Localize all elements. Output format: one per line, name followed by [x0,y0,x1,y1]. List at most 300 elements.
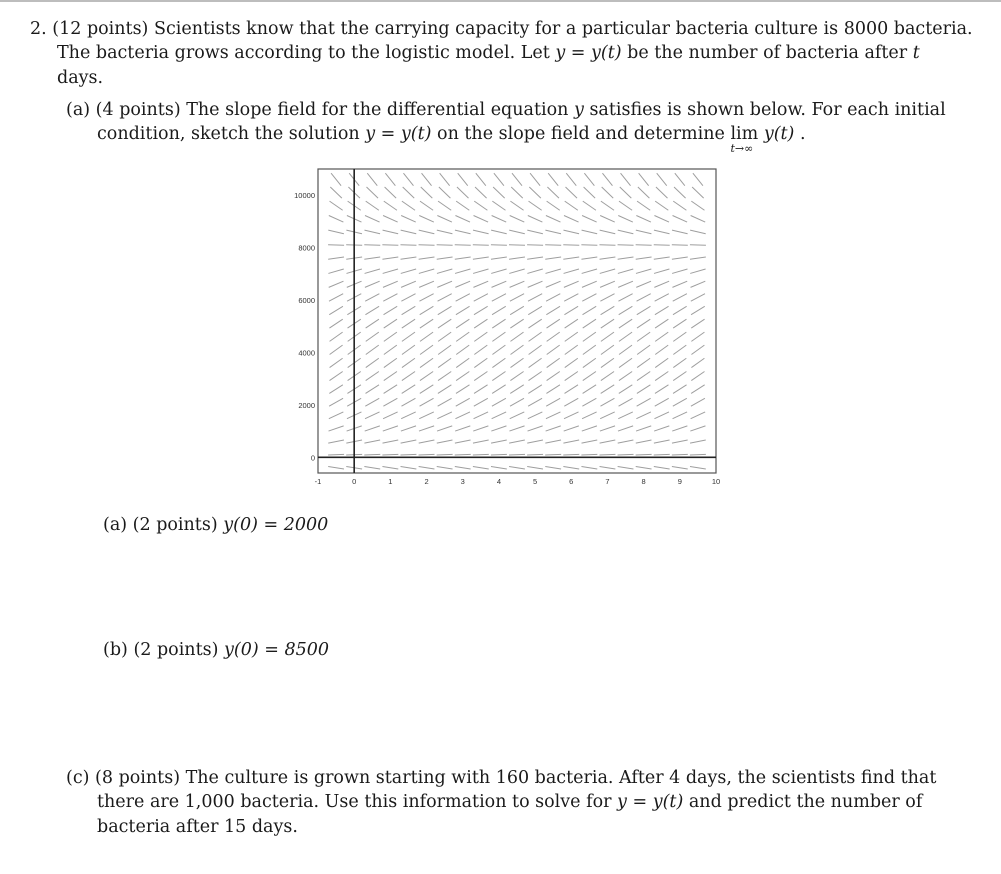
limit-operator [730,122,759,155]
slope-mark [636,440,652,443]
slope-mark [437,440,453,443]
slope-mark [491,230,507,234]
slope-mark [548,173,558,185]
slope-mark [367,187,379,198]
slope-mark [474,215,489,222]
slope-mark [528,398,542,406]
limit-word: lim [730,124,759,144]
slope-mark [455,467,471,469]
slope-mark [401,398,415,406]
slope-mark [330,358,343,367]
slope-mark [656,187,668,198]
slope-mark [637,306,651,314]
slope-mark [455,281,470,287]
slope-mark [691,372,704,381]
slope-mark [438,372,451,381]
part-c-points: (8 points) [95,768,181,788]
x-tick-label: 10 [711,477,721,486]
slope-mark [383,215,398,222]
sub-a-label: (a) [103,515,128,535]
slope-mark [474,412,489,419]
slope-mark [655,385,669,394]
slope-mark [365,269,380,273]
slope-mark [601,385,615,394]
slope-mark [655,332,668,341]
slope-mark [636,412,651,419]
slope-mark [636,230,652,234]
slope-mark [474,294,488,301]
slope-mark [582,398,596,406]
slope-mark [419,257,435,259]
slope-mark [637,319,650,328]
slope-mark [583,201,596,210]
slope-mark [657,173,667,185]
slope-mark [365,398,379,406]
slope-mark [547,358,560,367]
slope-mark [691,412,706,419]
part-a-var: y [573,100,584,120]
slope-mark [382,467,398,469]
slope-mark [673,201,686,210]
slope-mark [492,215,507,222]
y-tick-label: 10000 [294,191,315,201]
slope-mark [637,358,650,367]
problem-intro-text-2b: be the number of bacteria after [627,43,908,63]
slope-mark [582,294,596,301]
slope-mark [491,245,507,246]
part-c-text-2a: there are 1,000 bacteria. Use this information to solve for [97,792,612,812]
slope-mark [545,245,561,246]
x-tick-label: 5 [533,477,538,486]
slope-mark [421,187,433,198]
slope-mark [492,372,505,381]
slope-mark [510,319,523,328]
slope-mark [473,230,489,234]
slope-mark [509,467,525,469]
slope-mark [438,398,452,406]
slope-mark [329,281,344,287]
slope-mark [654,230,670,234]
slope-mark [383,426,398,431]
slope-mark [420,385,434,394]
slope-mark [619,398,633,406]
slope-mark [620,187,632,198]
slope-mark [420,201,433,210]
slope-mark [618,281,633,287]
slope-mark [601,306,615,314]
x-tick-label: 6 [569,477,574,486]
slope-mark [672,454,688,455]
slope-mark [365,426,380,431]
slope-mark [366,358,379,367]
slope-mark [438,345,451,354]
slope-mark [672,269,687,273]
slope-mark [563,230,579,234]
slope-mark [582,215,597,222]
slope-mark [492,319,505,328]
y-tick-label: 6000 [298,296,315,306]
slope-mark [494,173,504,185]
slope-mark [402,385,416,394]
slope-mark [365,412,380,419]
slope-mark [437,454,453,455]
slope-mark [583,358,596,367]
slope-mark [546,294,560,301]
problem-intro-line-1 [30,17,973,42]
slope-mark [491,454,507,455]
slope-mark [330,187,342,198]
slope-mark [329,294,343,301]
slope-mark [492,281,507,287]
slope-mark [491,440,507,443]
slope-mark [600,398,614,406]
slope-mark [382,245,398,246]
slope-mark [601,372,614,381]
slope-mark [637,345,650,354]
slope-mark [420,398,434,406]
slope-mark [330,201,343,210]
slope-mark [690,245,706,246]
slope-mark [693,173,703,185]
slope-mark [545,440,561,443]
slope-mark [329,412,344,419]
slope-mark [491,269,506,273]
slope-mark [636,269,651,273]
slope-mark [437,215,452,222]
slope-mark [474,345,487,354]
slope-mark [365,281,380,287]
slope-mark [529,201,542,210]
slope-mark [492,385,506,394]
slope-mark [528,306,542,314]
slope-mark [618,257,634,259]
slope-mark [419,426,434,431]
part-a-expr: y = y(t) [365,124,432,144]
slope-mark [437,467,453,469]
slope-mark [654,440,670,443]
slope-mark [566,187,578,198]
slope-mark [564,269,579,273]
slope-mark [582,281,597,287]
slope-mark [328,454,344,455]
slope-mark [329,372,342,381]
slope-mark [672,245,688,246]
chart-axes [318,169,716,473]
slope-mark [529,187,541,198]
slope-mark [546,215,561,222]
slope-mark [619,306,633,314]
slope-mark [384,372,397,381]
slope-mark [655,319,668,328]
slope-mark [637,372,650,381]
slope-mark [619,332,632,341]
slope-mark [382,454,398,455]
slope-mark [527,257,543,259]
slope-mark [545,257,561,259]
sub-b-line [103,638,329,663]
slope-mark [510,215,525,222]
slope-mark [563,454,579,455]
part-a-label: (a) [66,100,91,120]
slope-mark [401,294,415,301]
slope-mark [420,358,433,367]
slope-mark [600,440,616,443]
slope-mark [492,412,507,419]
slope-mark [420,345,433,354]
slope-mark [420,332,433,341]
slope-mark [618,294,632,301]
slope-mark [691,201,704,210]
part-a-line-1 [66,98,946,123]
slope-mark [511,345,524,354]
slope-mark [420,319,433,328]
slope-mark [564,412,579,419]
slope-mark [655,358,668,367]
x-tick-label: 9 [677,477,682,486]
problem-intro-line-2 [57,41,920,66]
slope-mark [364,245,380,246]
slope-mark [528,372,541,381]
slope-mark [400,245,416,246]
slope-mark [456,358,469,367]
slope-mark [582,440,598,443]
sub-b-label: (b) [103,640,128,660]
slope-mark [384,358,397,367]
slope-mark [601,332,614,341]
slope-mark [440,173,450,185]
slope-mark [636,426,651,431]
slope-mark [674,187,686,198]
slope-mark [691,345,704,354]
slope-mark [601,345,614,354]
problem-intro-var: t [912,43,920,63]
slope-mark [329,319,342,328]
y-tick-label: 2000 [298,400,315,410]
slope-mark [328,269,343,273]
slope-mark [402,358,415,367]
x-tick-label: 8 [641,477,646,486]
slope-mark [401,281,416,287]
slope-mark [455,269,470,273]
slope-mark [582,269,597,273]
x-tick-labels [315,477,721,486]
slope-mark [527,440,543,443]
slope-mark [331,173,341,185]
slope-mark [491,467,507,469]
slope-mark [510,358,523,367]
problem-intro-text-3: days. [57,68,104,88]
slope-mark [564,281,579,287]
slope-mark [329,385,343,394]
slope-mark [364,467,380,469]
slope-mark [619,372,632,381]
slope-mark [583,319,596,328]
slope-mark [456,372,469,381]
limit-expr: y(t) [763,124,795,144]
slope-mark [565,358,578,367]
slope-mark [673,345,686,354]
slope-mark [420,372,433,381]
slope-mark [637,332,650,341]
slope-mark [690,426,705,431]
slope-mark [383,281,398,287]
slope-mark [458,173,468,185]
slope-mark [509,454,525,455]
slope-mark [401,215,416,222]
slope-mark [673,215,688,222]
slope-mark [473,440,489,443]
slope-mark [510,201,523,210]
slope-mark [673,306,687,314]
part-a-text-2b: on the slope field and determine [437,124,725,144]
part-a-period: . [799,124,806,144]
slope-mark [600,269,615,273]
slope-mark [384,345,397,354]
slope-mark [691,332,704,341]
slope-mark [528,294,542,301]
slope-mark [564,398,578,406]
y-tick-label: 8000 [298,243,315,253]
slope-mark [437,230,453,234]
slope-mark [639,173,649,185]
slope-mark [385,187,397,198]
slope-mark [382,257,398,259]
slope-mark [619,345,632,354]
slope-mark [419,412,434,419]
slope-mark [473,281,488,287]
slope-mark [654,281,669,287]
slope-mark [545,454,561,455]
slope-mark [512,173,522,185]
slope-mark [599,454,615,455]
sub-b-points: (2 points) [133,640,219,660]
slope-mark [581,454,597,455]
limit-subscript: t→∞ [730,142,754,155]
slope-mark [400,454,416,455]
slope-mark [565,372,578,381]
slope-mark [547,345,560,354]
slope-mark [602,173,612,185]
slope-mark [529,345,542,354]
slope-mark [563,440,579,443]
slope-mark [366,201,379,210]
slope-mark [618,269,633,273]
slope-mark [547,201,560,210]
slope-mark [601,358,614,367]
slope-mark [581,257,597,259]
slope-mark [510,281,525,287]
slope-mark [527,245,543,246]
slope-mark [328,230,344,234]
slope-mark [600,215,615,222]
slope-mark [493,187,505,198]
slope-mark [474,319,487,328]
slope-mark [546,412,561,419]
slope-mark [383,412,398,419]
plot-frame [318,169,716,473]
sub-a-points: (2 points) [132,515,218,535]
slope-mark [366,332,379,341]
slope-mark [565,319,578,328]
slope-mark [582,426,597,431]
slope-mark [636,245,652,246]
problem-intro-text-2a: The bacteria grows according to the logistic model. Let [57,43,550,63]
slope-mark [637,294,651,301]
slope-mark [619,319,632,328]
slope-mark [473,426,488,431]
y-tick-label: 0 [310,453,315,463]
problem-number: 2. [30,19,47,39]
slope-mark [599,245,615,246]
slope-mark [364,454,380,455]
slope-mark [384,319,397,328]
part-a-points: (4 points) [95,100,181,120]
slope-mark [383,294,397,301]
slope-mark [403,173,413,185]
slope-mark [600,426,615,431]
slope-mark [600,281,615,287]
slope-mark [383,440,399,443]
slope-mark [510,385,524,394]
slope-mark [438,319,451,328]
part-a-line-2 [97,122,806,155]
problem-intro-text-1: Scientists know that the carrying capacity for a particular bacteria culture is 8000 bacteria. [153,19,973,39]
slope-mark [690,454,706,455]
slope-mark [455,215,470,222]
slope-mark [474,385,488,394]
slope-mark [456,385,470,394]
slope-mark [329,398,343,406]
slope-mark [328,467,344,469]
slope-mark [455,440,471,443]
part-c-line-1 [66,766,936,791]
slope-mark [383,398,397,406]
slope-mark [528,412,543,419]
slope-mark [638,187,650,198]
slope-mark [655,201,668,210]
x-tick-label: 1 [388,477,393,486]
slope-mark [401,230,417,234]
slope-mark [455,412,470,419]
slope-mark [474,306,488,314]
sub-a-line [103,513,328,538]
slope-mark [583,306,597,314]
slope-mark [581,467,597,469]
slope-mark [438,294,452,301]
slope-mark [564,426,579,431]
slope-mark [546,385,560,394]
slope-mark [510,412,525,419]
slope-mark [654,426,669,431]
slope-mark [654,245,670,246]
slope-mark [437,269,452,273]
slope-mark [509,230,525,234]
slope-mark [528,319,541,328]
slope-mark [366,319,379,328]
slope-mark [672,426,687,431]
slope-mark [673,319,686,328]
slope-mark [619,201,632,210]
slope-mark [563,245,579,246]
slope-mark [637,201,650,210]
slope-mark [673,372,686,381]
part-c-expr: y = y(t) [617,792,684,812]
slope-mark [602,187,614,198]
slope-mark [691,281,706,287]
slope-mark [455,245,471,246]
slope-mark [637,398,651,406]
slope-mark [330,345,343,354]
